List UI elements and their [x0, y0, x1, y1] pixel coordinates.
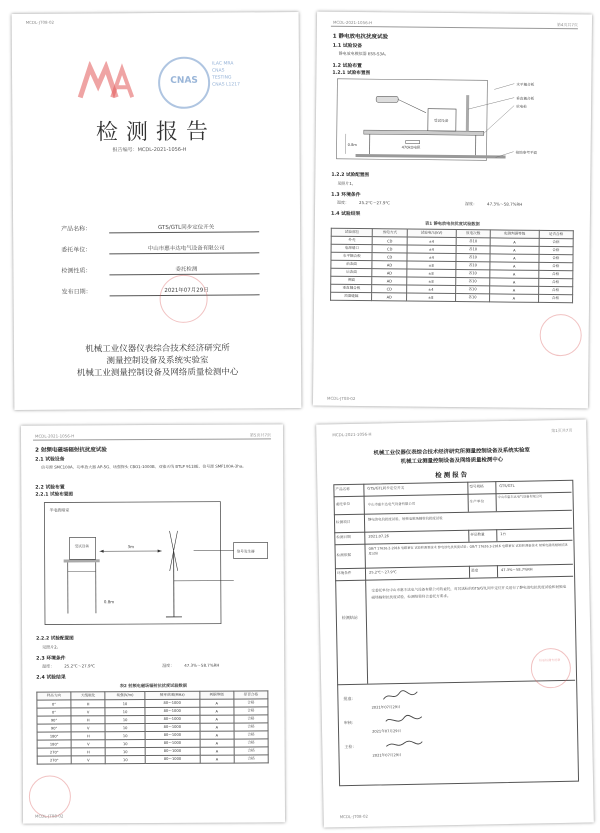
table-row: 0° H 10 80～1000 A 合格 [37, 699, 268, 708]
env-humidity-label: 湿度： [162, 662, 175, 668]
diagram-label-chamber: 半电波暗室 [49, 507, 70, 513]
diagram-label-height: 0.8m [103, 599, 115, 605]
subsection-equipment: 2.1 试验设备 [35, 457, 65, 463]
radiated-test-page [21, 424, 285, 823]
table-row: 270° V 10 80～1000 A 合格 [37, 755, 268, 764]
sign-label-inspector: 主检： [344, 743, 357, 750]
table-header-row: 样品方向 天线极化 场强(V/m) 频率范围(MHz) 判据等级 是否合格 [37, 691, 268, 700]
row-value-manufacturer: 中山市惠丰达电气设备有限公司 [497, 494, 543, 500]
table-title: 表1 静电放电抗扰度试验数据 [425, 220, 480, 227]
table-row: 外壳 CD ±4 各10 A 合格 [331, 236, 573, 247]
cnas-text: ILAC MRA CNAS TESTING CNAS L1217 [211, 61, 240, 88]
field-label-date: 发布日期： [61, 288, 92, 296]
row-value-quantity: 1台 [500, 532, 507, 537]
env-temp-label: 温度： [42, 663, 55, 669]
seal-stamp [539, 314, 581, 356]
table-row: 顶面缝隙 AD ±8 各10 A 合格 [331, 292, 573, 303]
row-value-humidity: 47.3%～58.7%RH [500, 567, 533, 573]
diagram-label-eut: 受试设备 [433, 118, 449, 123]
row-label-standard: 检测依据 [336, 552, 352, 558]
issuer-line-3: 机械工业测量控制设备及网络质量检测中心 [76, 367, 239, 379]
report-title: 检测报告 [435, 470, 470, 480]
row-label-env: 环境条件 [336, 570, 352, 576]
row-value-standard: GB/T 17626.2-2018 电磁兼容 试验和测量技术 静电放电抗扰度试验；GB/T 17626.3-2016 电磁兼容 试验和测量技术 射频电磁场辐射抗扰度试验 [368, 542, 568, 556]
field-value-date: 2021年07月29日 [164, 287, 209, 294]
section-title: 2 射频电磁场辐射抗扰度试验 [35, 447, 107, 454]
env-humidity-value: 47.3%～58.7%RH [184, 662, 220, 668]
esd-results-table [330, 228, 574, 304]
cma-logo [76, 61, 134, 101]
env-temp-label: 温度： [337, 199, 350, 205]
subsection-layout: 2.2 试验布置 [35, 485, 65, 491]
row-value-env: 25.2℃～27.9℃ [368, 570, 397, 575]
cnas-logo: CNAS [158, 57, 210, 109]
table-header-row: 试验部位 放电方式 试验电压(kV) 放电次数 实测判据等级 是否合格 [331, 228, 573, 239]
table-row: 180° V 10 80～1000 A 合格 [37, 739, 268, 748]
conclusion-text: 受委托单位中山市惠丰达电气设备有限公司的委托，对其送检的GTS/GTL同步定位开关进行了静电放电抗扰度试验和射频电磁场辐射抗扰度试验，检测结果符合委托方要求。 [371, 584, 567, 600]
diagram-label-ground: 接地参考平面 [515, 150, 538, 155]
page-header-right: 第4页共7页 [556, 22, 578, 28]
row-value-items: 静电放电抗扰度试验、射频电磁场辐射抗扰度试验 [367, 516, 443, 522]
field-value-nature: 委托检测 [175, 266, 198, 273]
subsection-results: 1.4 试验结果 [330, 211, 361, 218]
row-label-manufacturer: 生产单位 [469, 499, 485, 504]
equipment-text: 信号源 SMC100A、功率放大器 AP-5G、场强探头 CBO1-1000B、双锥天线 BTLP 9118E、信号源 SMF100A-3ha。 [41, 463, 246, 470]
table-row: 水平耦合板 CD ±4 各10 A 合格 [331, 252, 573, 263]
row-label-humidity: 湿度 [470, 568, 479, 573]
page-footer: MCDL-JT08-02 [339, 813, 369, 820]
table-row: 90° H 10 80～1000 A 合格 [37, 715, 268, 724]
subsection-results: 2.4 试验结果 [36, 675, 66, 681]
row-label-model: 型号规格 [469, 484, 484, 489]
field-value-product: GTS/GTL同步定位开关 [157, 224, 215, 231]
env-humidity-label: 湿度： [465, 201, 478, 207]
issuer-block [317, 445, 587, 468]
table-row: 前表面 AD ±8 各10 A 合格 [331, 260, 573, 271]
issuer-line-2: 测量控制设备及系统实验室 [106, 355, 209, 367]
issuer-block [14, 342, 301, 380]
sign-date-inspector: 2021年07月29日 [372, 753, 402, 758]
stamp-text: 检验检测专用章 [539, 657, 561, 663]
report-number: 报告编号：MCDL-2021-1056-H [112, 146, 187, 154]
report-form [333, 480, 579, 787]
subsection-env: 1.3 环境条件 [331, 192, 361, 199]
diagram-label-resistor: 470kΩ电阻 [401, 145, 421, 150]
signature-approve [381, 689, 421, 704]
page-header-left: MCDL-2021-1056-H [35, 433, 75, 439]
diagram-label-gun: 放电枪 [516, 104, 527, 109]
page-header-right: 第1页共7页 [551, 427, 573, 434]
row-label-quantity: 样品数量 [470, 532, 485, 537]
table-row: 后表面 AD ±8 各10 A 合格 [331, 268, 573, 279]
esd-layout-diagram [335, 78, 566, 164]
table-row: 垂直耦合板 CD ±4 各10 A 合格 [331, 284, 573, 295]
diagram-label-source: 信号发生器 [236, 549, 255, 554]
env-temp-value: 25.2℃～27.9℃ [359, 200, 390, 206]
table-row: 0° V 10 80～1000 A 合格 [37, 707, 268, 716]
page-footer: MCDL-JT08-02 [34, 813, 64, 819]
env-temp-value: 25.2℃～27.9℃ [64, 663, 96, 669]
conclusion-label: 检测结论 [341, 614, 358, 621]
row-value-model: GTS/GTL [499, 483, 515, 489]
row-label-date: 检测日期 [336, 534, 351, 540]
table-row: 180° H 10 80～1000 A 合格 [37, 731, 268, 740]
section-title: 1 静电放电抗扰度试验 [332, 33, 389, 41]
env-humidity-value: 47.3%～58.7%RH [487, 201, 523, 207]
subsection-layout: 1.2 试验布置 [332, 63, 362, 70]
form-code: MCDL-JT08-02 [25, 19, 55, 25]
diagram-label-height: 0.8m [347, 142, 357, 147]
diagram-label-eut: 受试设备 [74, 544, 89, 549]
table-row: 电源端口 CD ±4 各10 A 合格 [331, 244, 573, 255]
radiated-results-table [36, 690, 268, 764]
page-header-right: 第5页共7页 [249, 432, 272, 438]
diagram-label-distance: 3m [127, 544, 135, 550]
field-value-client: 中山市惠丰达电气设备有限公司 [147, 245, 225, 253]
sign-date-review: 2021年07月29日 [372, 729, 402, 734]
issuer-line-2: 机械工业测量控制设备及网络质量检测中心 [400, 457, 504, 466]
cover-title: 检测报告 [95, 119, 217, 146]
field-label-client: 委托单位： [61, 246, 92, 254]
subsection-config: 2.2.2 试验配置图 [36, 636, 74, 642]
table-row: 侧面 AD ±8 各10 A 合格 [331, 276, 573, 287]
config-text: 见照片1。 [337, 180, 356, 186]
diagram-label-vcp: 垂直耦合板 [516, 96, 535, 101]
page-footer: MCDL-JT08-02 [326, 395, 356, 401]
subsection-config: 1.2.2 试验配置图 [331, 172, 370, 179]
sign-label-review: 审核： [343, 719, 356, 726]
row-value-product: GTS/GTL同步定位开关 [367, 485, 405, 491]
row-label-client: 委托单位 [335, 501, 351, 507]
row-value-client: 中山市惠丰达电气设备有限公司 [367, 501, 416, 507]
sign-date-approve: 2021年07月29日 [371, 705, 401, 710]
row-label-items: 检测项目 [335, 519, 351, 525]
subsection-env: 2.3 环境条件 [36, 656, 66, 662]
field-label-product: 产品名称： [61, 225, 92, 233]
page-header-left: MCDL-2021-1056-H [332, 19, 373, 26]
summary-report-page [316, 419, 594, 827]
seal-stamp [29, 775, 71, 817]
config-text: 见照片2。 [42, 644, 61, 650]
row-label-product: 产品名称 [335, 486, 350, 492]
field-label-nature: 检测性质： [61, 267, 92, 275]
subsection-layout-diagram: 1.2.1 试验布置图 [332, 70, 371, 77]
issuer-line-1: 机械工业仪器仪表综合技术经济研究所测量控制设备及系统实验室 [373, 447, 530, 457]
cover-page [12, 12, 302, 410]
signature-review [384, 713, 424, 728]
page-header-left: MCDL-2021-1056-H [332, 431, 372, 438]
seal-stamp [159, 275, 207, 323]
radiated-layout-diagram [43, 500, 270, 627]
esd-test-page [313, 12, 592, 409]
subsection-layout-diagram: 2.2.1 试验布置图 [35, 492, 73, 498]
diagram-label-hcp: 水平耦合板 [516, 82, 535, 87]
equipment-text: 静电放电模拟器 ESS-S3A。 [338, 50, 389, 57]
signature-inspector [384, 737, 424, 752]
table-row: 90° V 10 80～1000 A 合格 [37, 723, 268, 732]
sign-label-approve: 批准： [343, 695, 356, 702]
table-row: 270° H 10 80～1000 A 合格 [37, 747, 268, 756]
subsection-equipment: 1.1 试验设备 [332, 43, 363, 50]
issuer-line-1: 机械工业仪器仪表综合技术经济研究所 [85, 343, 230, 355]
table-title: 表2 射频电磁场辐射抗扰度试验数据 [119, 682, 187, 689]
row-value-date: 2021.07.26 [368, 534, 389, 539]
